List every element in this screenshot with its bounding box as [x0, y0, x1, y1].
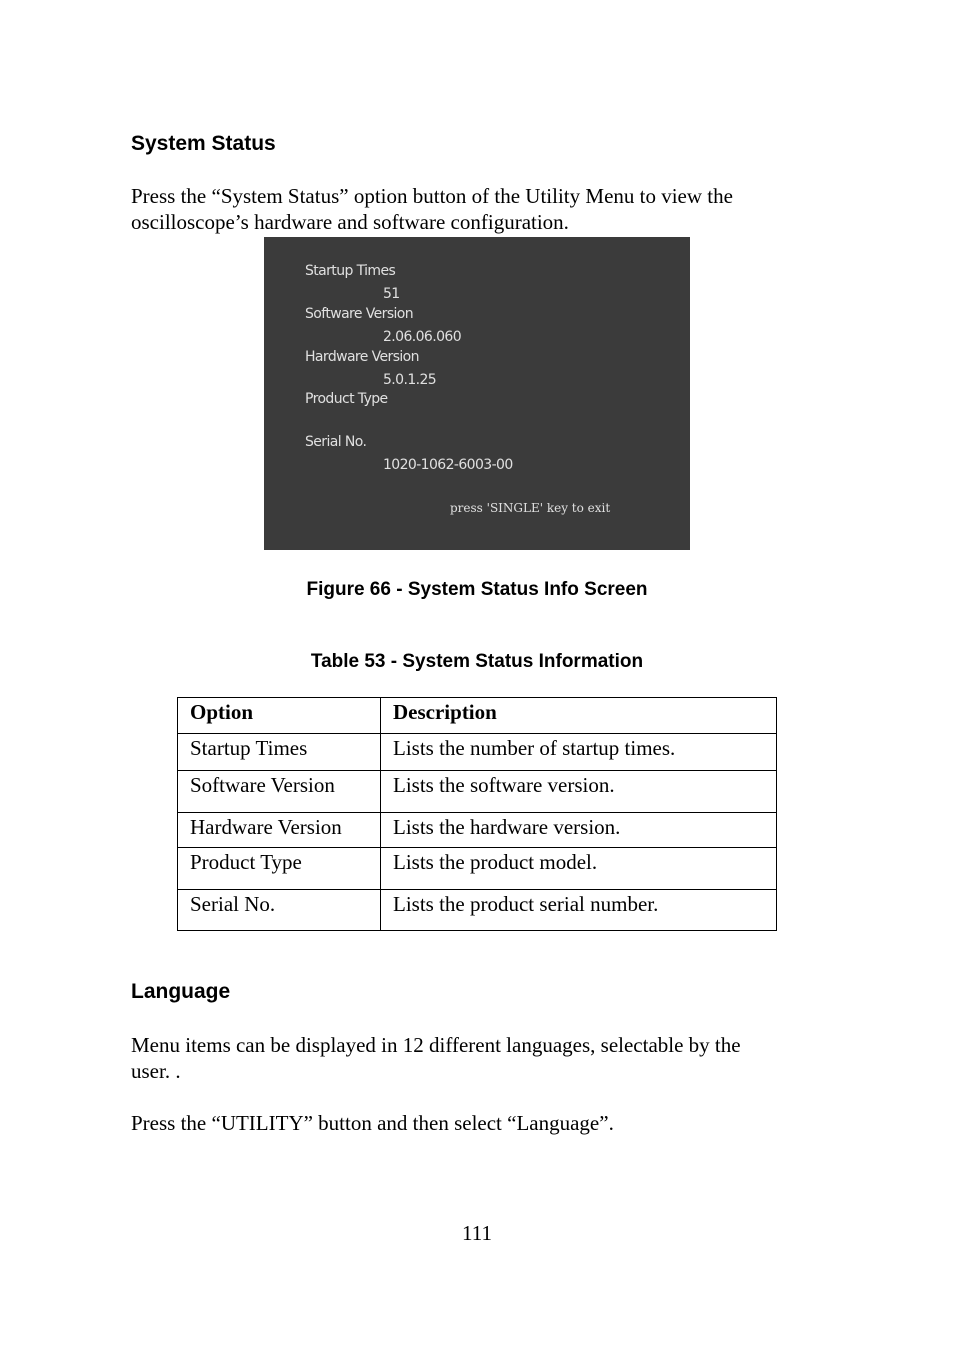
table-cell-description: Lists the software version. — [381, 771, 777, 813]
table-row — [178, 890, 777, 931]
screen-label-hardware-version: Hardware Version — [305, 349, 419, 365]
table-cell-description: Lists the product model. — [381, 848, 777, 890]
table-row — [178, 734, 777, 771]
screen-exit-hint: press 'SINGLE' key to exit — [450, 501, 611, 515]
screen-label-serial-no: Serial No. — [305, 434, 367, 450]
screen-value-serial-no: 1020-1062-6003-00 — [383, 457, 513, 473]
table-caption: Table 53 - System Status Information — [310, 651, 644, 672]
table-header-description: Description — [381, 698, 777, 734]
paragraph-line: Press the “System Status” option button of the Utility Menu to view the — [131, 184, 733, 208]
table-cell-option: Startup Times — [178, 734, 381, 771]
paragraph-line: oscilloscope’s hardware and software configuration. — [131, 210, 569, 234]
table-cell-option: Hardware Version — [178, 813, 381, 848]
system-status-paragraph — [131, 183, 811, 235]
section-heading-system-status: System Status — [131, 132, 276, 155]
table-cell-option: Serial No. — [178, 890, 381, 931]
language-paragraph — [131, 1032, 811, 1084]
language-instruction: Press the “UTILITY” button and then select “Language”. — [131, 1111, 614, 1135]
table-row — [178, 813, 777, 848]
table-row — [178, 771, 777, 813]
page-number: 111 — [462, 1221, 492, 1245]
table-cell-description: Lists the product serial number. — [381, 890, 777, 931]
paragraph-line: Menu items can be displayed in 12 different languages, selectable by the — [131, 1033, 741, 1057]
screen-value-startup-times: 51 — [383, 286, 400, 302]
system-status-table — [177, 697, 777, 931]
table-cell-description: Lists the hardware version. — [381, 813, 777, 848]
screen-value-hardware-version: 5.0.1.25 — [383, 372, 437, 388]
screen-label-startup-times: Startup Times — [305, 263, 396, 279]
table-cell-option: Software Version — [178, 771, 381, 813]
figure-caption: Figure 66 - System Status Info Screen — [306, 579, 648, 600]
paragraph-line: user. . — [131, 1059, 181, 1083]
section-heading-language: Language — [131, 980, 231, 1003]
table-cell-description: Lists the number of startup times. — [381, 734, 777, 771]
screen-label-product-type: Product Type — [305, 391, 388, 407]
screen-value-software-version: 2.06.06.060 — [383, 329, 462, 345]
table-header-row — [178, 698, 777, 734]
table-row — [178, 848, 777, 890]
table-header-option: Option — [178, 698, 381, 734]
screen-label-software-version: Software Version — [305, 306, 414, 322]
system-status-screen-figure — [264, 237, 690, 550]
table-cell-option: Product Type — [178, 848, 381, 890]
